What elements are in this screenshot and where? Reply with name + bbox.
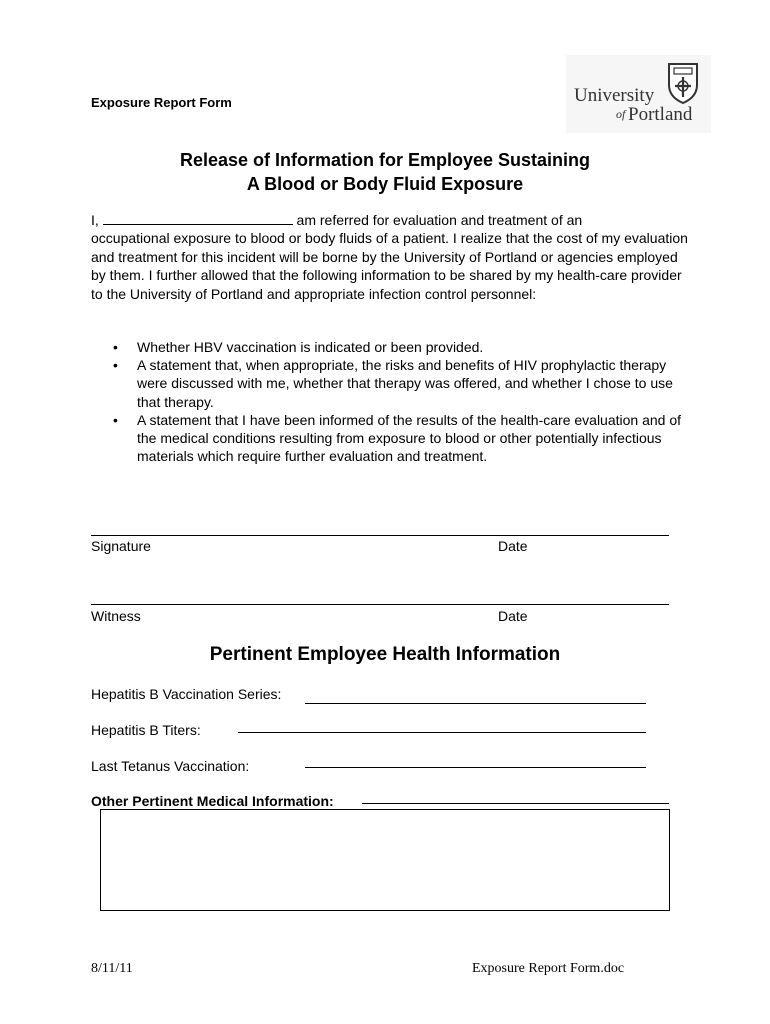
witness-label: Witness — [91, 608, 141, 624]
hep-b-series-label: Hepatitis B Vaccination Series: — [91, 686, 282, 702]
page-title-line-1: Release of Information for Employee Sustaining — [179, 150, 591, 170]
hep-b-titers-field[interactable] — [238, 732, 646, 733]
signature-label: Signature — [91, 538, 151, 554]
list-item: • A statement that, when appropriate, the risks and benefits of HIV prophylactic therapy were discussed with me, whether that therapy was offered, and whether I chose to use that therapy. — [113, 357, 673, 410]
bullet-icon: • — [113, 357, 118, 374]
signature-date-label: Date — [498, 538, 528, 554]
name-blank-field[interactable] — [103, 211, 293, 225]
intro-first-line — [91, 211, 691, 229]
other-info-label: Other Pertinent Medical Information: — [91, 793, 334, 809]
intro-suffix: am referred for evaluation and treatment of an — [292, 212, 583, 228]
logo-of-text: of — [616, 107, 626, 121]
page-title-line-2: A Blood or Body Fluid Exposure — [246, 174, 524, 194]
intro-paragraph — [91, 211, 691, 303]
hep-b-titers-label: Hepatitis B Titers: — [91, 722, 201, 738]
logo-portland-text: Portland — [628, 104, 693, 125]
witness-line[interactable] — [91, 604, 669, 605]
signature-line[interactable] — [91, 535, 669, 536]
logo-university-text: University — [574, 85, 655, 106]
form-label: Exposure Report Form — [91, 95, 232, 110]
footer-filename: Exposure Report Form.doc — [472, 961, 625, 976]
hep-b-series-field[interactable] — [305, 703, 646, 704]
footer-date: 8/11/11 — [91, 961, 133, 976]
shield-crest-icon — [666, 61, 700, 105]
tetanus-label: Last Tetanus Vaccination: — [91, 758, 250, 774]
list-item: • A statement that I have been informed of the results of the health-care evaluation and of the medical conditions resulting from exposure to blood or other potentially infectious materials which require further evaluation and treatment. — [113, 411, 682, 465]
university-logo — [566, 55, 711, 133]
list-item: • Whether HBV vaccination is indicated or been provided. — [113, 339, 484, 355]
tetanus-field[interactable] — [305, 767, 646, 768]
intro-body: occupational exposure to blood or body fluids of a patient. I realize that the cost of my evaluation and treatment for this incident will be borne by the University of Portland or agencies employed by them. I further allowed that the following information to be shared by my health-care provider to the University of Portland and appropriate infection control personnel: — [91, 230, 688, 302]
intro-prefix: I, — [91, 212, 103, 228]
bullet-icon: • — [113, 411, 118, 428]
other-info-textbox[interactable] — [100, 809, 670, 911]
section-title: Pertinent Employee Health Information — [209, 644, 561, 665]
other-info-line[interactable] — [362, 803, 669, 804]
witness-date-label: Date — [498, 608, 528, 624]
bullet-icon: • — [113, 339, 118, 355]
bullet-list — [91, 338, 691, 465]
